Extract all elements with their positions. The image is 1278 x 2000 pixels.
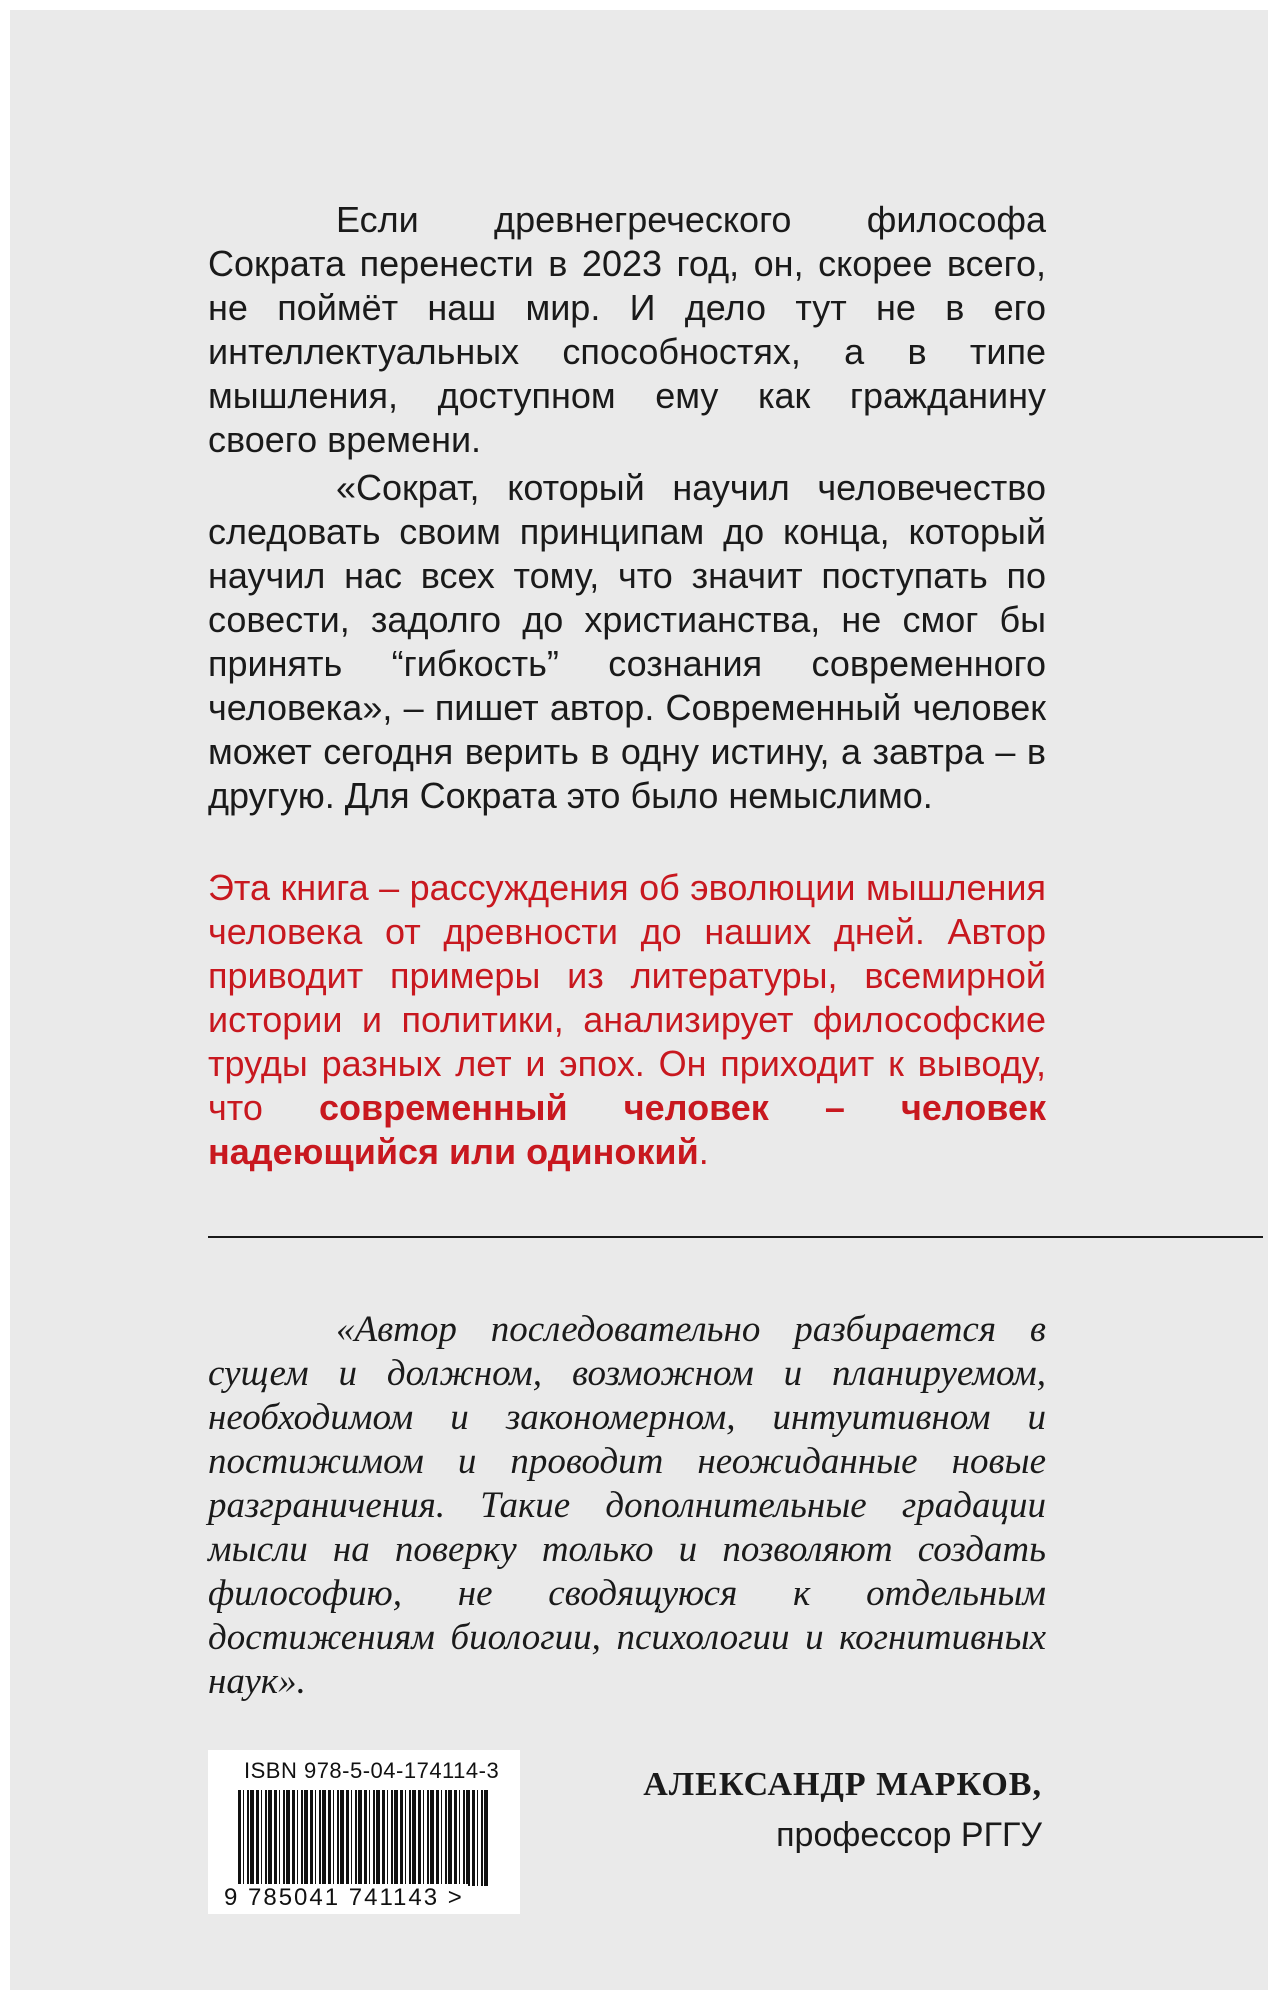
review-quote-text: «Автор последовательно разбирается в сущем и должном, возможном и планируемом, необходимом и закономерном, интуитивном и постижимом и проводит неожиданные новые разграничения. Такие дополнительные градации мысли на поверку только и позволяют создать философию, не сводящуюся к отдельным достижениям биологии, психологии и когнитивных наук».: [208, 1309, 1046, 1702]
book-back-cover: [10, 10, 1268, 1990]
isbn-number: ISBN 978-5-04-174114-3: [244, 1758, 500, 1783]
intro-text: Если древнегреческого философа Сократа перенести в 2023 год, он, скорее всего, не поймёт наш мир. И дело тут не в его интеллектуальных способностях, а в типе мышления, доступном ему как гражданину своего времени.: [208, 199, 1046, 460]
highlight-paragraph: [208, 866, 1046, 1174]
highlight-main: Эта книга – рассуждения об эволюции мышления человека от древности до наших дней. Автор приводит примеры из литературы, всемирной истории и политики, анализирует философские труды разных лет и эпох. Он приходит к выводу, что: [208, 867, 1046, 1128]
review-quote: [208, 1308, 1046, 1704]
isbn-barcode: [208, 1750, 520, 1914]
socrates-quote-text: «Сократ, который научил человечество следовать своим принципам до конца, который научил нас всех тому, что значит поступать по совести, задолго до христианства, не смог бы принять “гибкость” сознания современного человека», – пишет автор. Современный человек может сегодня верить в одну истину, а завтра – в другую. Для Сократа это было немыслимо.: [208, 467, 1046, 816]
barcode-digits: 9 785041 741143 >: [220, 1884, 468, 1912]
reviewer-role: профессор РГГУ: [776, 1816, 1042, 1854]
highlight-end: .: [698, 1131, 709, 1172]
reviewer-name: АЛЕКСАНДР МАРКОВ,: [643, 1766, 1042, 1803]
reviewer-signature: [643, 1766, 1042, 1855]
highlight-bold: современный человек – человек надеющийся или одинокий: [208, 1087, 1046, 1172]
author-quote-paragraph: [208, 466, 1046, 818]
highlight-text: [208, 866, 1046, 1174]
intro-paragraph: [208, 198, 1046, 462]
divider-line: [208, 1236, 1263, 1238]
barcode-bars: [238, 1790, 490, 1886]
